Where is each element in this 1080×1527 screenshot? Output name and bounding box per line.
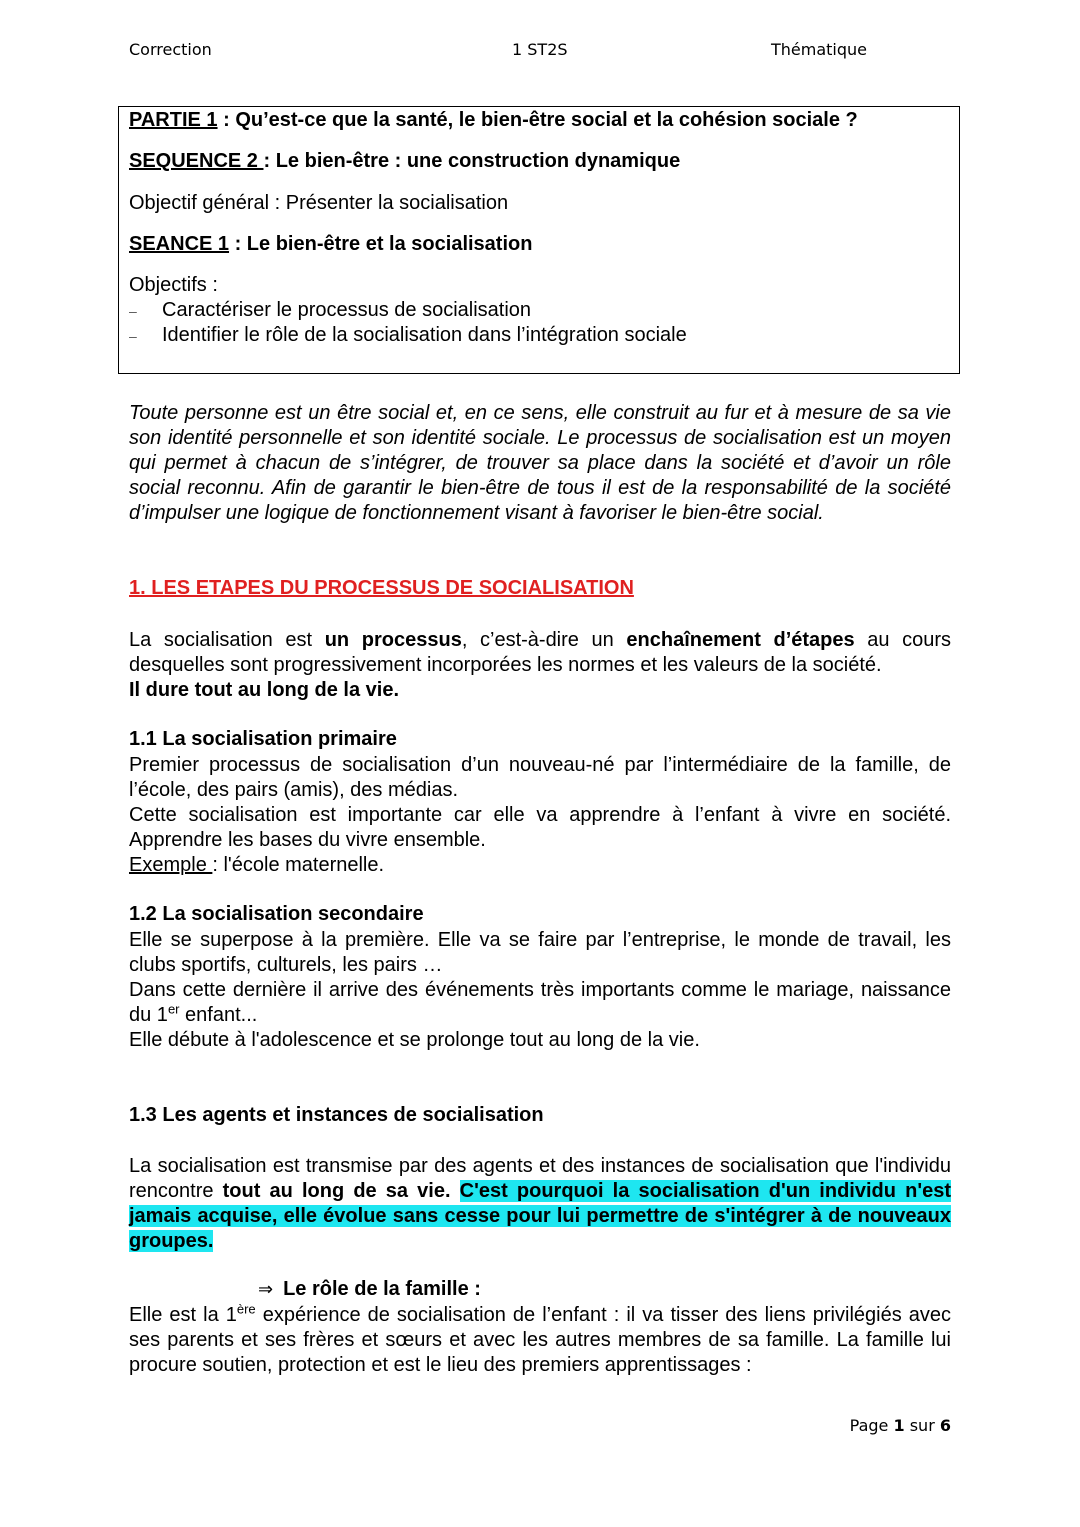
text-run: expérience de socialisation de l’enfant : il va tisser des liens privilégiés avec ses parents et ses frères et sœurs et avec les autres membres de sa famille. La famille lui procure soutien, protection et est le lieu des premiers apprentissages : bbox=[129, 1304, 951, 1376]
example-label: Exemple bbox=[129, 854, 213, 876]
seance-label: SEANCE 1 bbox=[129, 233, 230, 255]
seance-text: : Le bien-être et la socialisation bbox=[229, 233, 533, 255]
objectifs-title: Objectifs : bbox=[129, 274, 218, 296]
section-1-2-title: 1.2 La socialisation secondaire bbox=[129, 903, 424, 925]
partie-label: PARTIE 1 bbox=[129, 109, 218, 131]
sequence-text: : Le bien-être : une construction dynamique bbox=[263, 150, 681, 172]
section-1-1-example bbox=[129, 853, 951, 878]
intro-paragraph: Toute personne est un être social et, en ce sens, elle construit au fur et à mesure de sa vie son identité personnelle et son identité sociale. Le processus de socialisation est un moyen qui permet à chacun de s’intégrer, de trouver sa place dans la société et d’avoir un rôle social reconnu. Afin de garantir le bien-être de tous il est de la responsabilité de la société d’impulser une logique de fonctionnement visant à favoriser le bien-être social. bbox=[129, 402, 951, 524]
bold-run: un processus bbox=[324, 629, 462, 651]
sequence-line bbox=[129, 150, 680, 173]
page-current: 1 bbox=[893, 1416, 905, 1435]
objectif-item-text: Caractériser le processus de socialisation bbox=[162, 299, 532, 321]
section-1-3-title: 1.3 Les agents et instances de socialisation bbox=[129, 1104, 544, 1126]
section-1-1-p2: Cette socialisation est importante car elle va apprendre à l’enfant à vivre en société. Apprendre les bases du vivre ensemble. bbox=[129, 804, 951, 851]
section-1-2-p2 bbox=[129, 978, 951, 1028]
text-run: enfant... bbox=[179, 1004, 258, 1026]
objectif-general: Objectif général : Présenter la socialisation bbox=[129, 192, 509, 214]
page-word: Page bbox=[849, 1416, 894, 1435]
example-text: : l'école maternelle. bbox=[212, 854, 385, 876]
page-total: 6 bbox=[939, 1416, 951, 1435]
section-1-2-p3: Elle débute à l'adolescence et se prolonge tout au long de la vie. bbox=[129, 1029, 700, 1051]
text-run bbox=[451, 1180, 460, 1202]
objectif-item bbox=[129, 324, 687, 347]
header-center: 1 ST2S bbox=[512, 40, 568, 59]
bold-run: Il dure tout au long de la vie. bbox=[129, 679, 400, 701]
header-right: Thématique bbox=[771, 40, 868, 59]
text-run: , c’est-à-dire un bbox=[461, 629, 627, 651]
bold-run: tout au long de sa vie. bbox=[222, 1180, 451, 1202]
text-run: Dans cette dernière il arrive des événements très importants comme le mariage, naissance du 1 bbox=[129, 979, 951, 1026]
famille-paragraph bbox=[129, 1303, 951, 1378]
seance-line bbox=[129, 233, 532, 256]
highlighted-run: C'est pourquoi la socialisation d'un individu n'est jamais acquise, elle évolue sans cesse pour lui permettre de s'intégrer à de nouveaux groupes. bbox=[129, 1180, 951, 1252]
famille-heading bbox=[258, 1278, 481, 1301]
section-1-3-p1 bbox=[129, 1154, 951, 1254]
section-1-1-p1: Premier processus de socialisation d’un nouveau-né par l’intermédiaire de la famille, de l’école, des pairs (amis), des médias. bbox=[129, 754, 951, 801]
famille-title: Le rôle de la famille : bbox=[283, 1278, 481, 1300]
section-1-1-title: 1.1 La socialisation primaire bbox=[129, 728, 397, 750]
page-number bbox=[850, 1416, 951, 1435]
superscript: er bbox=[167, 1001, 180, 1017]
section-1-paragraph bbox=[129, 628, 951, 703]
text-run: La socialisation est bbox=[129, 629, 325, 651]
text-run: La socialisation est transmise par des agents et des instances de socialisation que l'individu rencontre bbox=[129, 1155, 951, 1202]
partie-text: : Qu’est-ce que la santé, le bien-être social et la cohésion sociale ? bbox=[217, 109, 858, 131]
objectif-item bbox=[129, 299, 531, 322]
section-1-2-p1: Elle se superpose à la première. Elle va se faire par l’entreprise, le monde de travail, les clubs sportifs, culturels, les pairs … bbox=[129, 929, 951, 976]
section-1-title: 1. LES ETAPES DU PROCESSUS DE SOCIALISATION bbox=[129, 577, 634, 599]
text-run: Elle est la 1 bbox=[129, 1304, 237, 1326]
text-run: au cours desquelles sont progressivement incorporées les normes et les valeurs de la société. bbox=[129, 629, 952, 676]
arrow-icon: ⇒ bbox=[258, 1279, 274, 1299]
header-left: Correction bbox=[129, 40, 212, 59]
superscript: ère bbox=[236, 1301, 256, 1317]
objectif-item-text: Identifier le rôle de la socialisation dans l’intégration sociale bbox=[162, 324, 687, 346]
dash-bullet: – bbox=[129, 328, 137, 344]
bold-run: enchaînement d’étapes bbox=[626, 629, 855, 651]
partie-line bbox=[129, 109, 858, 132]
sequence-label: SEQUENCE 2 bbox=[129, 150, 264, 172]
page-sur: sur bbox=[904, 1416, 940, 1435]
summary-box bbox=[118, 106, 960, 374]
dash-bullet: – bbox=[129, 303, 137, 319]
